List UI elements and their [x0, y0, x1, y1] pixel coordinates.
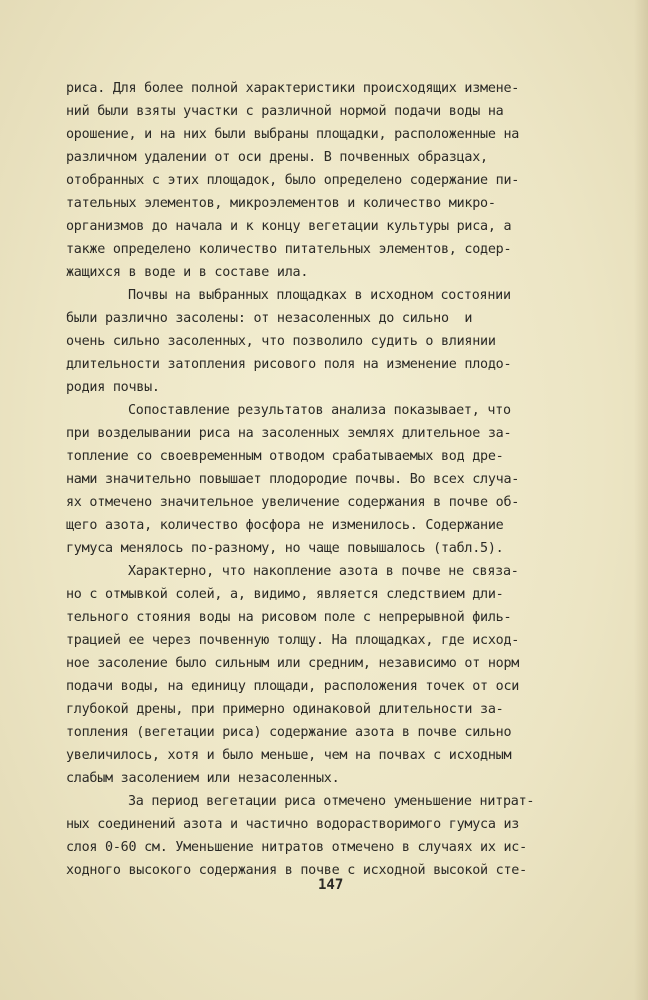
text-line: очень сильно засоленных, что позволило судить о влиянии [66, 334, 496, 349]
text-line: тельного стояния воды на рисовом поле с непрерывной филь- [66, 610, 512, 625]
text-line: жащихся в воде и в составе ила. [66, 265, 309, 280]
text-line: при возделывании риса на засоленных землях длительное за- [66, 426, 512, 441]
page-number: 147 [318, 877, 344, 893]
text-line: но с отмывкой солей, а, видимо, является следствием дли- [66, 587, 504, 602]
text-line: родия почвы. [66, 380, 160, 395]
text-line: были различно засолены: от незасоленных до сильно и [66, 311, 473, 326]
text-line: глубокой дрены, при примерно одинаковой длительности за- [66, 702, 504, 717]
text-line: нами значительно повышает плодородие почвы. Во всех случа- [66, 472, 520, 487]
text-line: ях отмечено значительное увеличение содержания в почве об- [66, 495, 520, 510]
text-line: щего азота, количество фосфора не изменилось. Содержание [66, 518, 504, 533]
text-line: За период вегетации риса отмечено уменьшение нитрат- [128, 794, 535, 809]
text-line: подачи воды, на единицу площади, расположения точек от оси [66, 679, 520, 694]
text-line: увеличилось, хотя и было меньше, чем на почвах с исходным [66, 748, 512, 763]
text-line: ных соединений азота и частично водорастворимого гумуса из [66, 817, 520, 832]
text-line: ходного высокого содержания в почве с исходной высокой сте- [66, 863, 527, 878]
text-line: тательных элементов, микроэлементов и количество микро- [66, 196, 496, 211]
text-line: топление со своевременным отводом срабатываемых вод дре- [66, 449, 504, 464]
text-line: слоя 0-60 см. Уменьшение нитратов отмечено в случаях их ис- [66, 840, 527, 855]
text-line: топления (вегетации риса) содержание азота в почве сильно [66, 725, 512, 740]
text-line: Сопоставление результатов анализа показывает, что [128, 403, 511, 418]
text-line: Характерно, что накопление азота в почве не связа- [128, 564, 519, 579]
text-line: ное засоление было сильным или средним, независимо от норм [66, 656, 520, 671]
text-line: длительности затопления рисового поля на изменение плодо- [66, 357, 512, 372]
text-line: слабым засолением или незасоленных. [66, 771, 340, 786]
text-line: риса. Для более полной характеристики происходящих измене- [66, 81, 520, 96]
text-line: организмов до начала и к концу вегетации культуры риса, а [66, 219, 512, 234]
text-line: различном удалении от оси дрены. В почвенных образцах, [66, 150, 488, 165]
text-line: ний были взяты участки с различной нормой подачи воды на [66, 104, 504, 119]
text-line: трацией ее через почвенную толщу. На площадках, где исход- [66, 633, 520, 648]
text-line: орошение, и на них были выбраны площадки, расположенные на [66, 127, 520, 142]
text-line: Почвы на выбранных площадках в исходном состоянии [128, 288, 511, 303]
text-line: гумуса менялось по-разному, но чаще повышалось (табл.5). [66, 541, 504, 556]
text-line: также определено количество питательных элементов, содер- [66, 242, 512, 257]
text-line: отобранных с этих площадок, было определено содержание пи- [66, 173, 520, 188]
